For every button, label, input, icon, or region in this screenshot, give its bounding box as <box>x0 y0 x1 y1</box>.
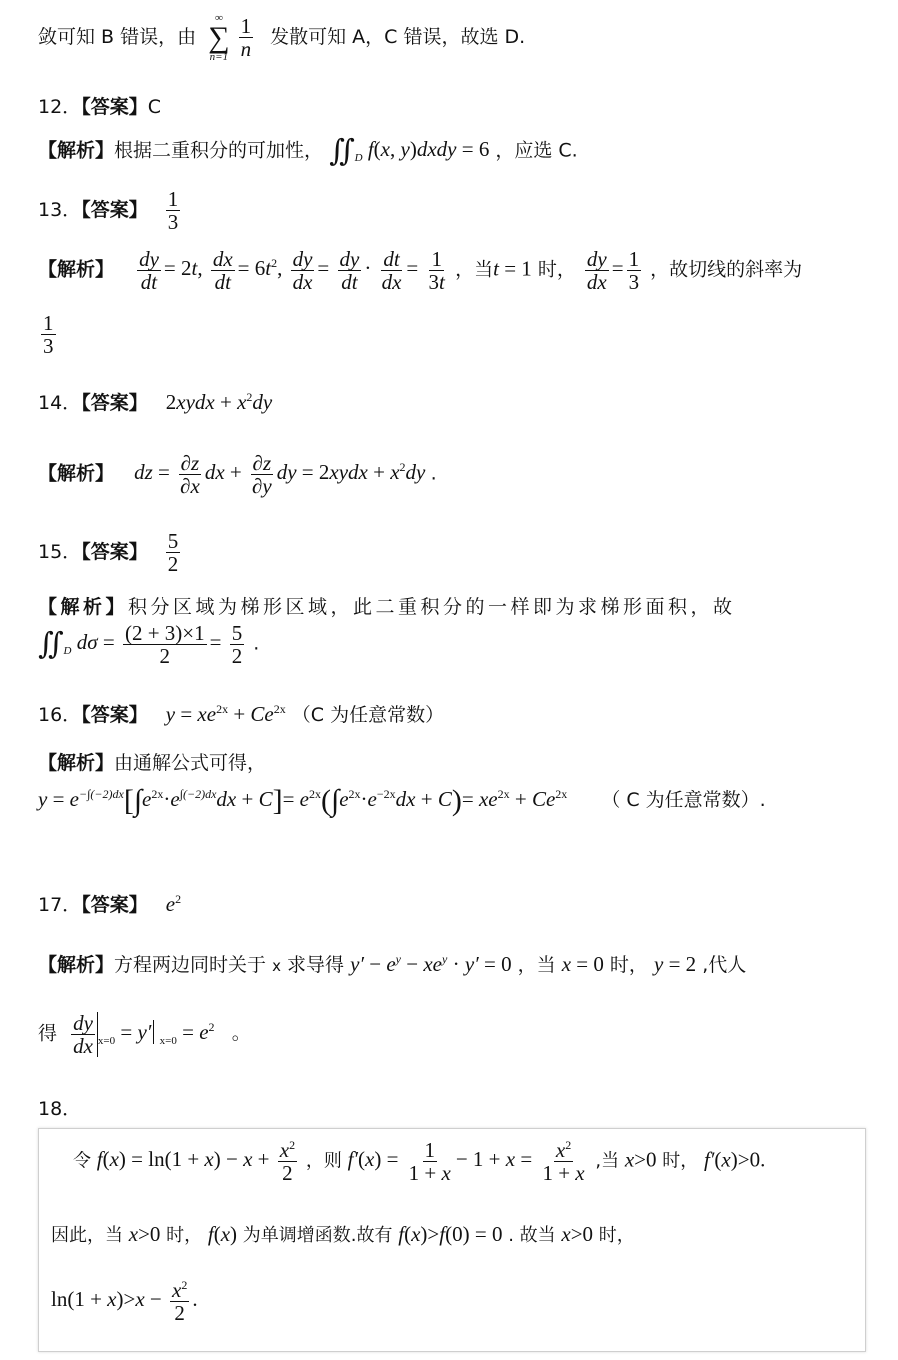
q17-result <box>38 1012 251 1057</box>
q15-answer-label: 【答案】 <box>81 541 148 564</box>
q17-answer-label: 【答案】 <box>81 894 148 916</box>
q18-solution-box <box>38 1128 866 1352</box>
q16-solution-note: （ C 为任意常数）. <box>601 788 766 811</box>
q18-so: . 故当 <box>508 1225 556 1246</box>
q16-solution-intro <box>38 748 266 775</box>
q16-solution-label: 【解析】 <box>38 752 115 774</box>
q18-fprime-gt-0: f′(x)>0. <box>703 1147 766 1172</box>
q17-end: 。 <box>231 1022 251 1045</box>
q13-when-pre: ，当 <box>455 258 494 281</box>
q13-answer <box>38 188 183 233</box>
q18-define-f: f(x) = ln(1 + x) − x + $\frac{x^2}{2}$ <box>96 1138 296 1186</box>
q17-variable: x <box>272 957 281 975</box>
q17-result-formula: $\frac{dy}{dx}$ $_{x=0}$ = y′ $_{x=0} = e^2$ <box>73 1011 215 1059</box>
q17-answer <box>38 890 181 917</box>
q14-solution <box>38 452 437 497</box>
q15-answer-fraction: $\frac{5}{2}$ <box>167 529 179 577</box>
q12-answer-label: 【答案】 <box>81 96 148 118</box>
q18-x-gt-0-a: x>0 <box>624 1147 657 1172</box>
q17-solution-mid: 求导得 <box>287 954 345 976</box>
q13-conclusion-text: ，故切线的斜率为 <box>650 258 803 281</box>
q14-end: . <box>430 462 437 485</box>
q18-number: 18． <box>38 1098 82 1120</box>
q18-therefore: 因此，当 <box>51 1225 123 1246</box>
q14-answer <box>38 388 272 415</box>
q18-monotone: 为单调增函数.故有 <box>242 1225 393 1246</box>
q13-solution-label: 【解析】 <box>38 258 115 281</box>
q14-number: 14． <box>38 392 82 414</box>
q18-time-2: 时， <box>166 1225 203 1246</box>
q12-answer-value: C <box>147 96 161 118</box>
q18-conclusion: ln(1 + x)>x − $\frac{x^2}{2}$ . <box>51 1278 198 1326</box>
q17-solution-pre: 方程两边同时关于 <box>114 954 267 976</box>
q17-sub: ,代人 <box>702 954 747 976</box>
q15-solution-text: 积分区域为梯形区域，此二重积分的一样即为求梯形面积，故 <box>128 596 736 618</box>
prev-text-post: 发散可知 A，C 错误，故选 D. <box>270 26 526 48</box>
q12-solution <box>38 134 578 169</box>
prev-solution-tail <box>38 12 525 63</box>
q18-x-gt-0-c: x>0 <box>561 1222 594 1246</box>
q13-t-equals-1: t = 1 <box>493 256 532 281</box>
q15-area-formula: $∬_D$ dσ = $\frac{(2 + 3)\times 1}{2}$ = $\frac{5}{2}$ . <box>38 621 260 669</box>
q13-number: 13． <box>38 199 82 222</box>
q17-x-equals-0: x = 0 <box>561 952 604 976</box>
q13-derivatives-formula: $\frac{dy}{dt}$ = 2t, $\frac{dx}{dt}$ = $6t^2$, $\frac{dy}{dx}$ = $\frac{dy}{dt}$ · $\frac{dt}{dx}$ = $\frac{1}{3t}$ <box>139 247 445 295</box>
q18-time: 时， <box>662 1150 699 1172</box>
q12-number: 12． <box>38 96 82 118</box>
q16-number: 16． <box>38 704 82 726</box>
q16-answer-formula: $y = xe^{2x} + Ce^{2x}$ <box>165 702 286 726</box>
q16-solution-text: 由通解公式可得， <box>114 752 267 774</box>
q14-answer-formula: 2xydx + $x^2dy$ <box>165 390 273 414</box>
q12-answer <box>38 92 161 119</box>
q18-time-3: 时， <box>598 1225 635 1246</box>
q15-answer <box>38 530 183 575</box>
fraction-1-over-n: $\frac{1}{n}$ <box>240 13 252 61</box>
q15-solution <box>38 592 736 619</box>
q18-when: ,当 <box>595 1150 620 1172</box>
q17-derivative-equation: $y' - e^y - xe^y \cdot y' = 0$ <box>350 952 512 976</box>
q12-integral-formula: $∬_D$ f(x, y)dxdy = 6 <box>329 135 490 168</box>
q18-line-2 <box>51 1221 635 1247</box>
q12-solution-post: ，应选 C. <box>495 139 578 162</box>
q13-final-fraction: $\frac{1}{3}$ <box>43 311 54 359</box>
q13-when-post: 时， <box>537 258 576 281</box>
q13-solution <box>38 248 802 293</box>
q17-time: 时， <box>609 954 648 976</box>
q12-solution-label: 【解析】 <box>38 139 115 162</box>
q18-inequality: f(x)>f(0) = 0 <box>398 1222 503 1246</box>
q17-answer-formula: $e^2$ <box>165 892 182 916</box>
q16-answer <box>38 700 444 727</box>
q13-answer-fraction: $\frac{1}{3}$ <box>167 187 179 235</box>
prev-text-pre: 敛可知 B 错误，由 <box>38 26 197 48</box>
q17-y-equals-2: y = 2 <box>653 952 697 976</box>
q12-solution-pre: 根据二重积分的可加性， <box>114 139 324 162</box>
q18-line-1 <box>73 1139 765 1184</box>
q18-then: ，则 <box>305 1150 342 1172</box>
q15-end: . <box>253 632 260 655</box>
q16-answer-note: （C 为任意常数） <box>291 704 445 726</box>
q16-answer-label: 【答案】 <box>81 704 148 726</box>
q17-number: 17． <box>38 894 82 916</box>
q14-solution-label: 【解析】 <box>38 462 115 485</box>
q15-number: 15． <box>38 541 82 564</box>
q18-derivative: f′(x) = $\frac{1}{1 + x}$ − 1 + x = $\frac{x^2}{1 + x}$ <box>347 1138 585 1186</box>
q17-when: ，当 <box>517 954 556 976</box>
q17-solution <box>38 950 746 977</box>
q15-solution-label: 【解析】 <box>38 596 129 618</box>
q13-answer-label: 【答案】 <box>81 199 148 222</box>
q18-x-gt-0-b: x>0 <box>128 1222 161 1246</box>
q14-total-differential: dz = $\frac{\partial z}{\partial x}$ dx + $\frac{\partial z}{\partial y}$ dy = 2xydx + $x^2dy$ <box>134 451 431 499</box>
q17-de: 得 <box>38 1022 58 1045</box>
q18-line-3 <box>51 1279 198 1324</box>
q18-let: 令 <box>73 1150 91 1172</box>
q14-answer-label: 【答案】 <box>81 392 148 414</box>
q16-general-solution: $y = e^{-\int(-2)dx}[\int e^{2x}\cdot e^{\int(-2)dx}dx + C]= e^{2x}(\int e^{2x}\cdot e^{-2x}dx + C)= xe^{2x} + Ce^{2x}$ （ C 为任意常数）. <box>38 784 766 817</box>
q17-solution-label: 【解析】 <box>38 954 115 976</box>
q13-slope-value: $\frac{dy}{dx}$ = $\frac{1}{3}$ <box>586 247 640 295</box>
q18-f-of-x: f(x) <box>207 1222 238 1246</box>
sum-1-over-n: ∞ ∑ n=1 <box>208 12 230 63</box>
